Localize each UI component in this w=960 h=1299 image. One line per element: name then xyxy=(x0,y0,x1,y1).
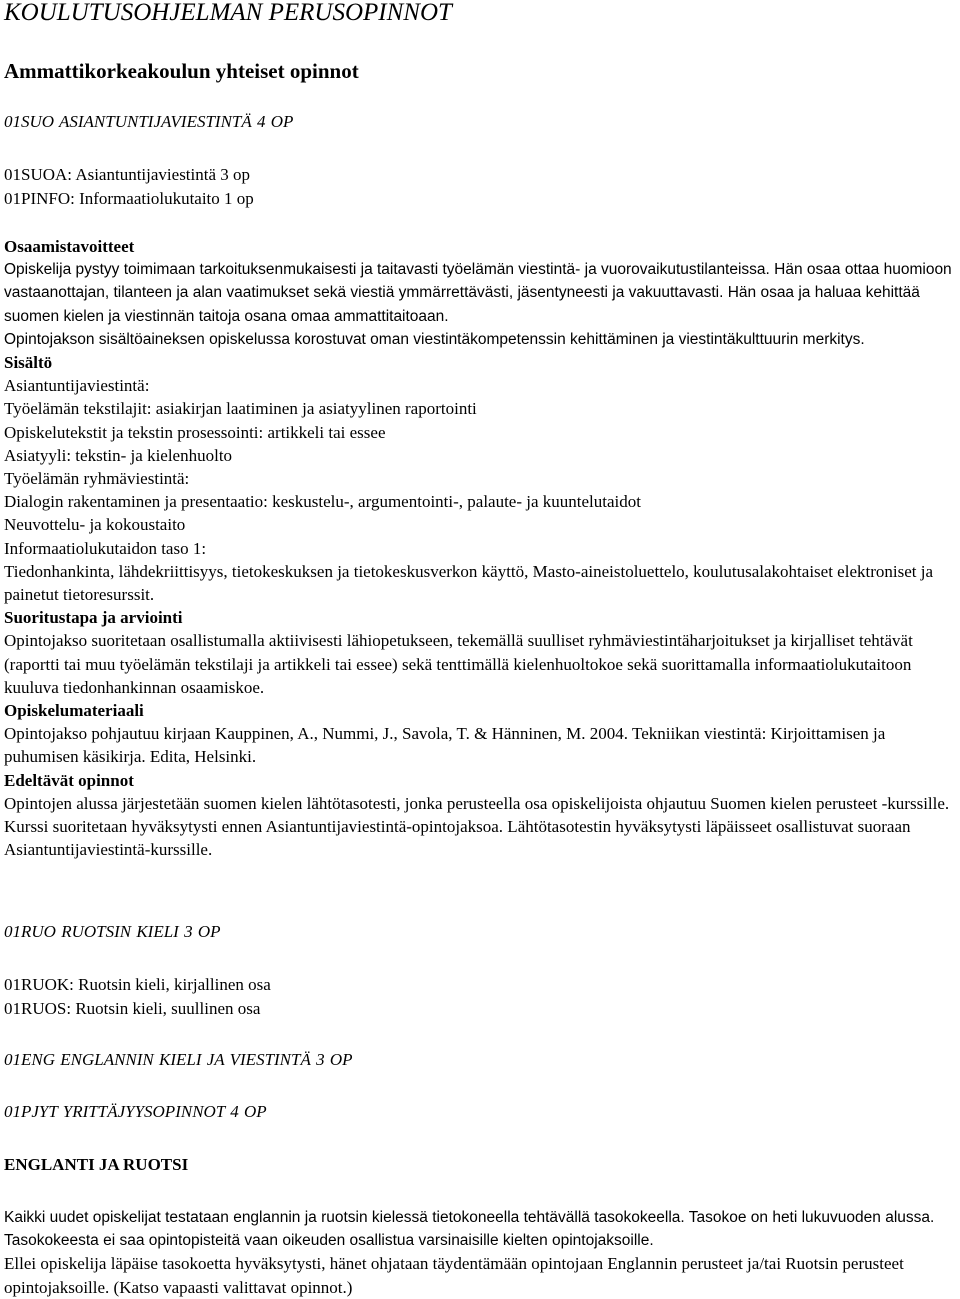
prereq-text: Opintojen alussa järjestetään suomen kielen lähtötasotesti, jonka perusteella osa opiskelijoista ohjautuu Suomen kielen perusteet -kurssille. Kurssi suoritetaan hyväksytysti ennen Asiantuntijaviestintä-opintojaksoa. Lähtötasotestin hyväksytysti läpäisseet osallistuvat suoraan Asiantuntijaviestintä-kurssille. xyxy=(4,793,950,860)
course-part: 01SUOA: Asiantuntijaviestintä 3 op xyxy=(4,165,251,184)
goals-label: Osaamistavoitteet xyxy=(4,237,135,256)
course-heading-01pjyt: 01PJYT YRITTÄJYYSOPINNOT 4 OP xyxy=(4,1102,267,1121)
content-label: Sisältö xyxy=(4,353,53,373)
content-line: Neuvottelu- ja kokoustaito xyxy=(4,515,186,535)
content-line: Työelämän tekstilajit: asiakirjan laatiminen ja asiatyylinen raportointi xyxy=(4,399,477,419)
content-line: Työelämän ryhmäviestintä: xyxy=(4,469,190,489)
prereq-label: Edeltävät opinnot xyxy=(4,770,134,790)
section-subtitle: Ammattikorkeakoulun yhteiset opinnot xyxy=(4,59,359,83)
course-part: 01PINFO: Informaatiolukutaito 1 op xyxy=(4,189,254,208)
page-title: KOULUTUSOHJELMAN PERUSOPINNOT xyxy=(4,0,452,26)
course-part: 01RUOK: Ruotsin kieli, kirjallinen osa xyxy=(4,975,271,994)
languages-paragraph: Kaikki uudet opiskelijat testataan englannin ja ruotsin kielessä tietokoneella tehtävällä tasokokeella. Tasokoe on heti lukuvuoden alussa. Tasokokeesta ei saa opintopisteitä vaan oikeuden osallistua varsinaisille kielten opintojaksoille. xyxy=(4,1209,935,1250)
course-heading-01eng: 01ENG ENGLANNIN KIELI JA VIESTINTÄ 3 OP xyxy=(4,1050,353,1069)
material-text: Opintojakso pohjautuu kirjaan Kauppinen, A., Nummi, J., Savola, T. & Hänninen, M. 2004. Tekniikan viestintä: Kirjoittamisen ja puhumisen käsikirja. Edita, Helsinki. xyxy=(4,724,886,767)
course-part: 01RUOS: Ruotsin kieli, suullinen osa xyxy=(4,999,261,1018)
content-line: Asiatyyli: tekstin- ja kielenhuolto xyxy=(4,445,233,465)
goals-text: Opiskelija pystyy toimimaan tarkoituksenmukaisesti ja taitavasti työelämän viestintä- ja vuorovaikutustilanteissa. Hän osaa ottaa huomioon vastaanottajan, tilanteen ja alan vaatimukset sekä viestiä ymmärrettävästi, jäsentyneesti ja vakuuttavasti. Hän osaa ja haluaa kehittää suomen kielen ja viestinnän taitoja osana omaa ammattitaitoaan. xyxy=(4,261,952,325)
method-text: Opintojakso suoritetaan osallistumalla aktiivisesti lähiopetukseen, tekemällä suulliset ryhmäviestintäharjoitukset ja kirjalliset tehtävät (raportti tai muu työelämän tekstilaji ja artikkeli tai essee) sekä tenttimällä kielenhuoltokoe sekä suorittamalla informaatiolukutaitoon kuuluva tiedonhankinnan osaamiskoe. xyxy=(4,631,913,697)
course-details-01suo xyxy=(4,235,956,861)
content-line: Informaatiolukutaidon taso 1: xyxy=(4,538,207,558)
languages-heading: ENGLANTI JA RUOTSI xyxy=(4,1155,189,1174)
material-label: Opiskelumateriaali xyxy=(4,701,144,721)
languages-text xyxy=(4,1206,956,1299)
goals-text: Opintojakson sisältöaineksen opiskelussa korostuvat oman viestintäkompetenssin kehittäminen ja viestintäkulttuurin merkitys. xyxy=(4,330,865,348)
content-line: Opiskelutekstit ja tekstin prosessointi: artikkeli tai essee xyxy=(4,422,386,442)
content-line: Dialogin rakentaminen ja presentaatio: keskustelu-, argumentointi-, palaute- ja kuuntelutaidot xyxy=(4,492,641,512)
course-heading-01suo: 01SUO ASIANTUNTIJAVIESTINTÄ 4 OP xyxy=(4,112,294,131)
method-label: Suoritustapa ja arviointi xyxy=(4,608,183,628)
content-line: Tiedonhankinta, lähdekriittisyys, tietokeskuksen ja tietokeskusverkon käyttö, Masto-aineistoluettelo, koulutusalakohtaiset elektroniset ja painetut tietoresurssit. xyxy=(4,561,934,605)
languages-paragraph: Ellei opiskelija läpäise tasokoetta hyväksytysti, hänet ohjataan täydentämään opintojaan Englannin perusteet ja/tai Ruotsin perusteet opintojaksoille. (Katso vapaasti valittavat opinnot.) xyxy=(4,1254,904,1297)
course-heading-01ruo: 01RUO RUOTSIN KIELI 3 OP xyxy=(4,922,221,941)
content-line: Asiantuntijaviestintä: xyxy=(4,376,150,396)
